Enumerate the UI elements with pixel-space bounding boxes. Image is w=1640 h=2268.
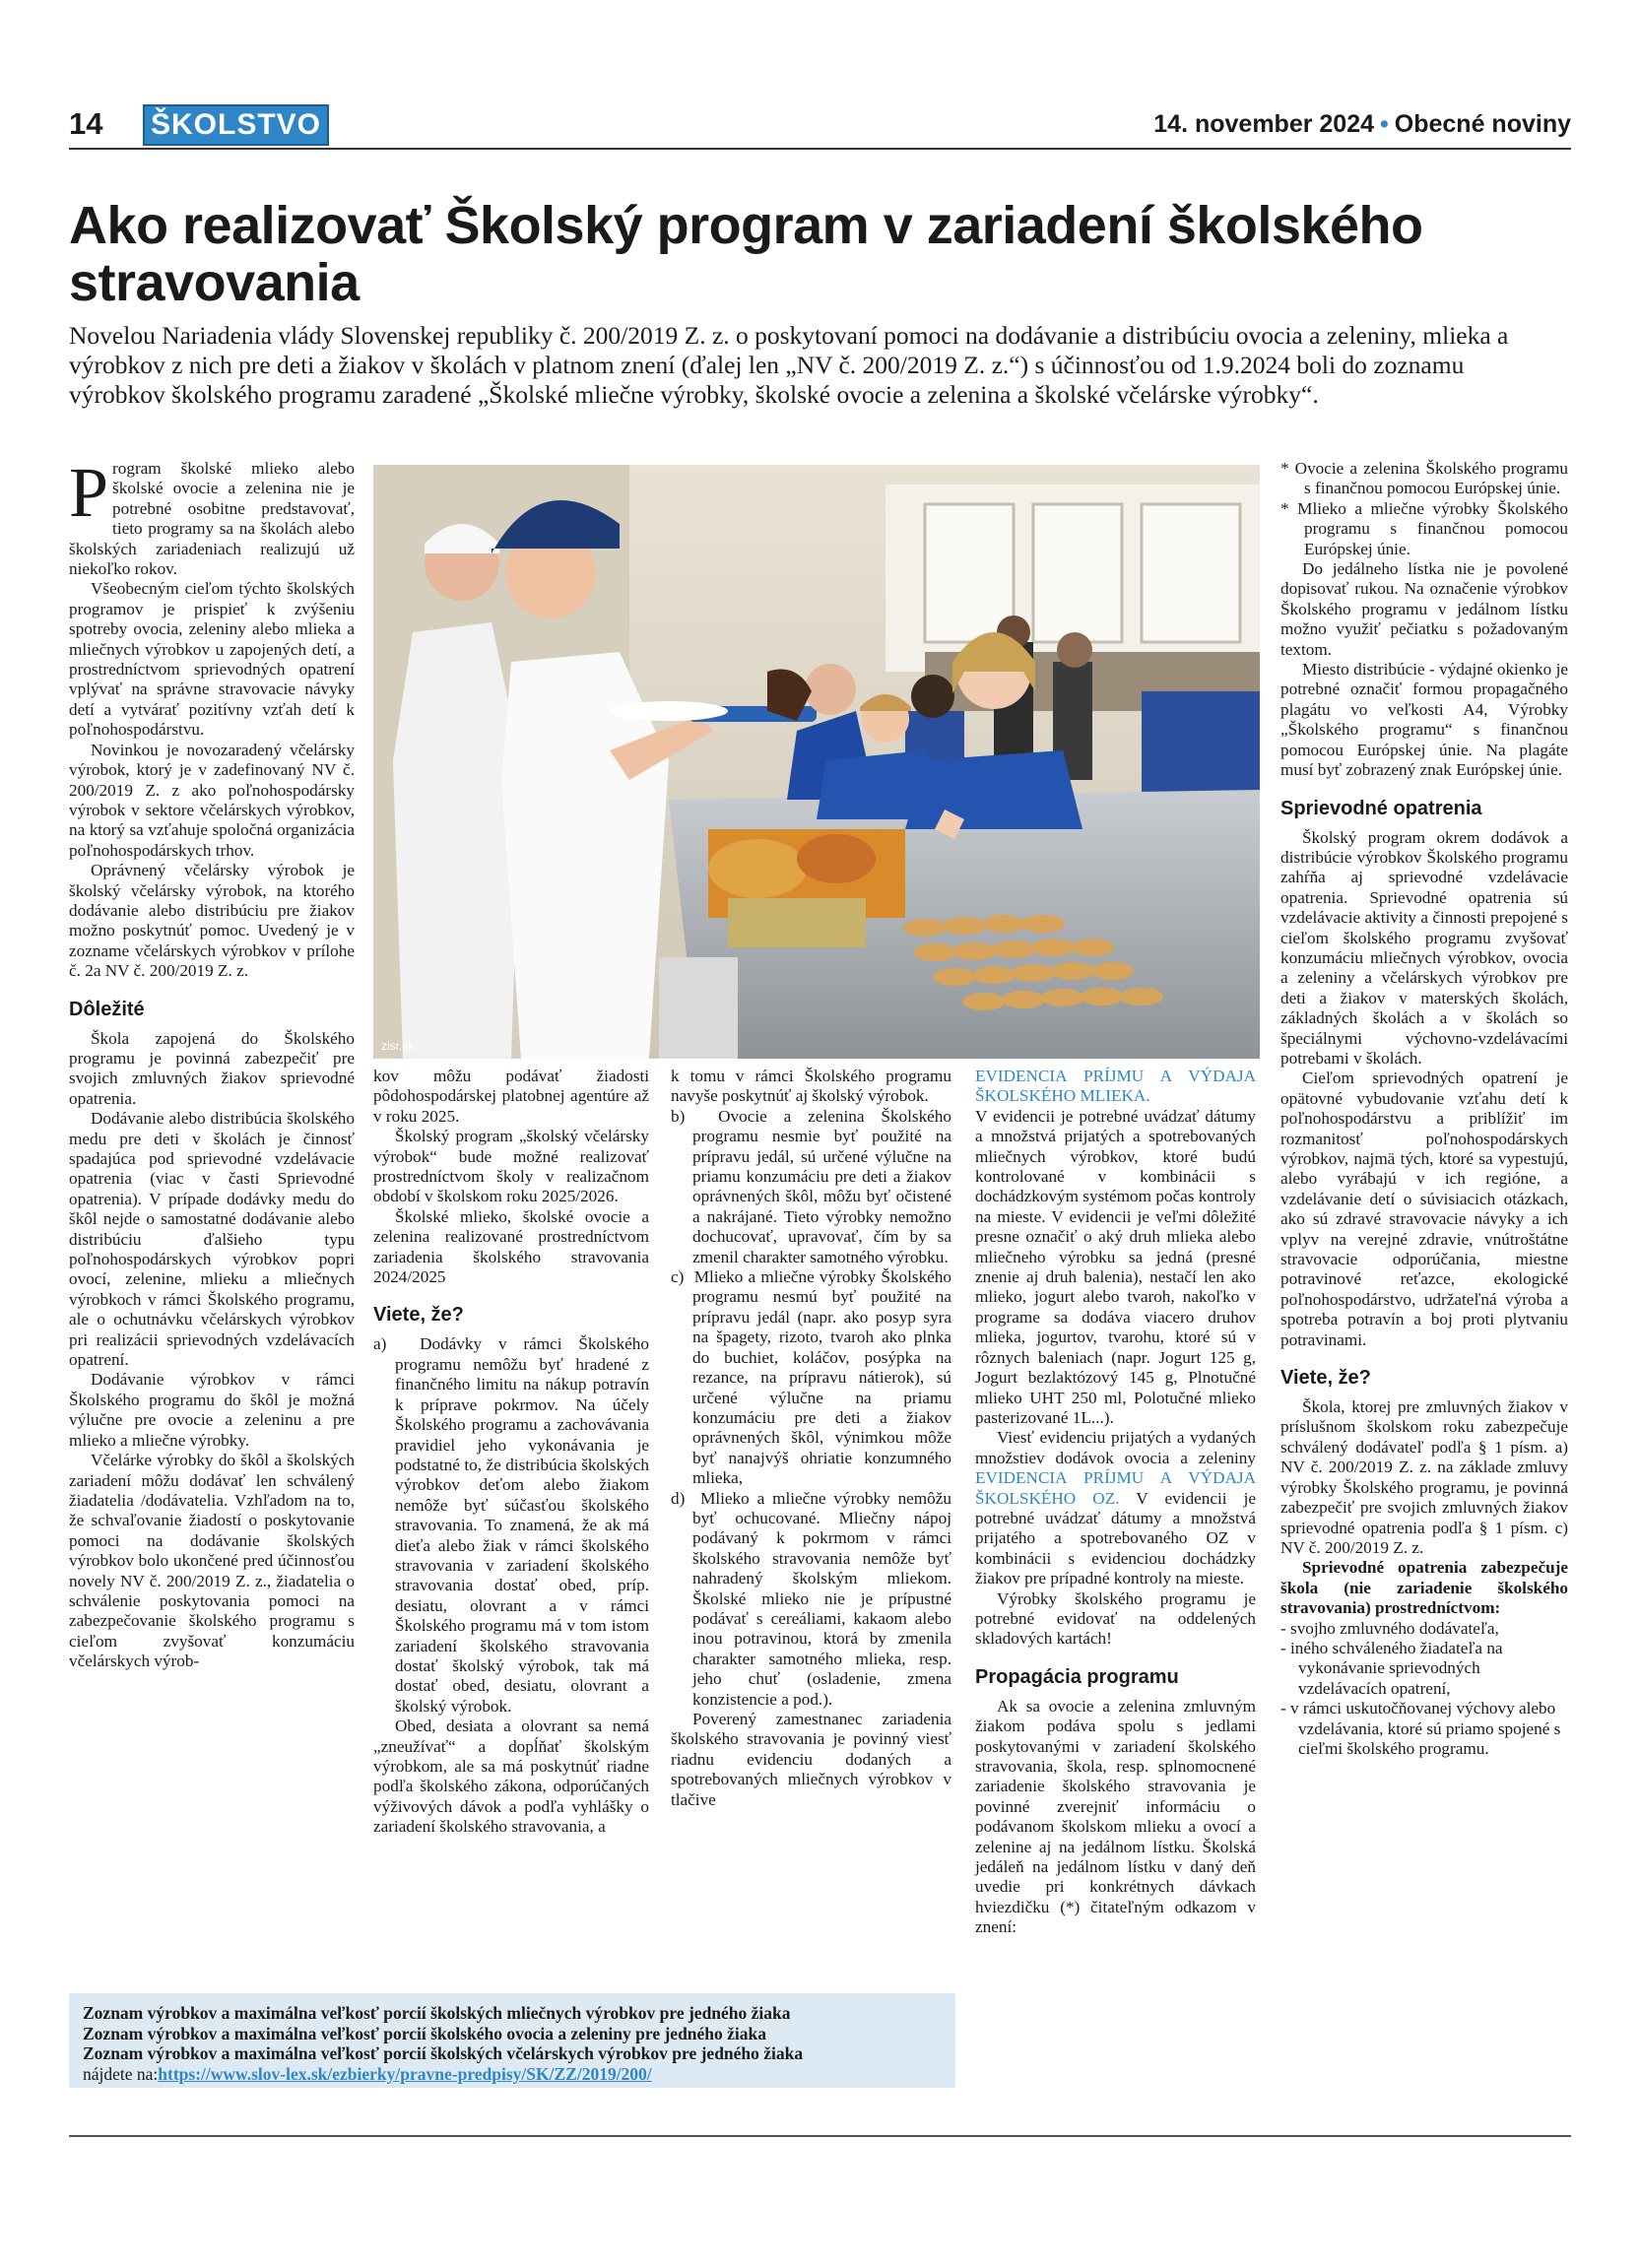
paragraph: V evidencii je potrebné uvádzať dátumy a množstvá prijatých a spotrebovaných mliečnych výrobkov, ktoré budú kontrolované v kombinácii s dochádzkovým systémom počas kontroly na mieste. V evidencii je veľmi dôležité presne označiť o aký druh mlieka alebo mliečneho výrobku sa jedná (presné znenie aj druh balenia), nestačí len ako mlieko, jogurt alebo tvaroh, nakoľko v programe sa dodáva viacero druhov mlieka, jogurtov, tvarohu, ktoré sú v rôznych baleniach (napr. Jogurt 125 g, Jogurt bezlaktózový 145 g, Plnotučné mlieko UHT 250 ml, Polotučné mlieko pasterizované 1L...). [975,1106,1256,1427]
issue-info [1153,104,1571,144]
link-prefix: nájdete na: [83,2063,159,2084]
list-item: - svojho zmluvného dodávateľa, [1280,1618,1499,1638]
subheading-propagacia: Propagácia programu [975,1665,1179,1688]
paragraph: Školský program okrem dodávok a distribúcie výrobkov Školského programu zahŕňa aj sprievodné vzdelávacie opatrenia. Sprievodné opatrenia sú vzdelávacie aktivity a činnosti prepojené s cieľom školského programu zvyšovať konzumáciu mliečnych výrobkov, ovocia a zeleniny a včelárskych výrobkov pre deti a žiakov v materských školách, základných školách a v školách so špeciálnymi výchovno-vzdelávacími potrebami v školách. [1280,827,1568,1068]
list-item-c: c) Mlieko a mliečne výrobky Školského programu nesmú byť použité na prípravu jedál (napr. ako posyp syra na špagety, rizoto, tvaroh ako plnka do buchiet, koláčov, posýpka na rezance, na prípravu nátierok), sú určené výlučne na priamu konzumáciu pre deti a žiakov oprávnených škôl, výnimkou môže byť nanajvýš ohriatie konzumného mlieka, [671,1267,951,1488]
subheading-sprievodne: Sprievodné opatrenia [1280,797,1482,819]
drop-cap: P [69,453,109,532]
subheading-viete-ze: Viete, že? [373,1304,464,1327]
photo-credit: zisr.sk [381,1039,415,1053]
paragraph: Ak sa ovocie a zelenina zmluvným žiakom podáva spolu s jedlami poskytovanými v zariadení školského stravovania, škola, resp. splnomocnené zariadenie školského stravovania je povinné zverejniť informáciu o podávanom školskom mlieku a ovocí a zelenine aj na jedálnom lístku. Školská jedáleň na jedálnom lístku v daný deň uvedie pri konkrétnych dávkach hviezdičku (*) čitateľným odkazom v znení: [975,1696,1256,1937]
paragraph: Škola zapojená do Školského programu je povinná zabezpečiť pre svojich zmluvných žiakov sprievodné opatrenia. [69,1028,355,1108]
header-rule [69,148,1571,150]
paragraph: Do jedálneho lístka nie je povolené dopisovať rukou. Na označenie výrobkov Školského programu v jedálnom lístku možno využiť pečiatku s požadovaným textom. [1280,559,1568,659]
info-box [69,1993,955,2088]
paragraph: Škola, ktorej pre zmluvných žiakov v príslušnom školskom roku zabezpečuje schválený dodávateľ podľa § 1 písm. a) NV č. 200/2019 Z. z. na základe zmluvy výrobky Školského programu, je povinná zabezpečiť pre svojich zmluvných žiakov sprievodné opatrenia podľa § 1 písm. c) NV č. 200/2019 Z. z. [1280,1397,1568,1557]
paragraph: Viesť evidenciu prijatých a vydaných množstiev dodávok ovocia a zeleniny EVIDENCIA PRÍJMU A VÝDAJA ŠKOLSKÉHO OZ. V evidencii je potrebné uvádzať dátumy a množstvá prijatého a spotrebovaného OZ v kombinácii s evidenciou dochádzky žiakov pre prípadné kontroly na mieste. [975,1428,1256,1588]
paragraph: Cieľom sprievodných opatrení je opätovné vybudovanie vzťahu detí k poľnohospodárstvu a priblížiť im rozmanitosť poľnohospodárskych výrobkov, najmä tých, ktoré sa vypestujú, alebo vyrábajú v ich regióne, a vzdelávanie detí o súvisiacich otázkach, ako sú zdravé stravovacie návyky a ich vplyv na verejné zdravie, vnútroštátne stravovacie odporúčania, miestne potravinové reťazce, ekologické poľnohospodárstvo, udržateľná výroba a spotreba potravín a boj proti plytvaniu potravinami. [1280,1069,1568,1349]
info-line: Zoznam výrobkov a maximálna veľkosť porcií školských včelárskych výrobkov pre jedného žiaka [83,2043,804,2063]
subheading-dolezite: Dôležité [69,998,145,1020]
column-5 [1280,459,1568,1759]
school-canteen-photo [373,465,1260,1059]
paragraph: kov môžu podávať žiadosti pôdohospodárskej platobnej agentúre až v roku 2025. [373,1067,649,1126]
paragraph: Program školské mlieko alebo školské ovocie a zelenina nie je potrebné osobitne predstavovať, tieto programy sa na školách alebo školských zariadeniach realizujú už niekoľko rokov. [69,453,355,579]
paragraph: Obed, desiata a olovrant sa nemá „zneužívať“ a dopĺňať školským výrobkom, ale sa má poskytnúť riadne podľa školského zákona, odporúčaných výživových dávok a podľa vyhlášky o zariadení školského stravovania, a [373,1717,649,1837]
paragraph: Poverený zamestnanec zariadenia školského stravovania je povinný viesť riadnu evidenciu dodaných a spotrebovaných mliečnych výrobkov v tlačive [671,1710,951,1809]
star-note-fruit: * Ovocie a zelenina Školského programu s finančnou pomocou Európskej únie. [1280,459,1568,498]
list-item-d: d) Mlieko a mliečne výrobky nemôžu byť ochucované. Mliečny nápoj podávaný k pokrmom v rámci školského stravovania nemôže byť nahradený školským mliekom. Školské mlieko nie je prípustné podávať s cereáliami, kakaom alebo inou potravinou, ktorá by zmenila charakter samotného mlieka, resp. jeho chuť (osladenie, zmena konzistencie a pod.). [671,1488,951,1709]
page-header [69,104,1571,144]
article-photo [373,465,1260,1059]
bottom-rule [69,2135,1571,2137]
paragraph: Včelárke výrobky do škôl a školských zariadení môžu dodávať len schválený žiadatelia /dodávatelia. Vzhľadom na to, že schvaľovanie žiadostí o poskytovanie pomoci na dodávanie školských výrobkov bolo ukončené pred účinnosťou novely NV č. 200/2019 Z. z., žiadatelia o schválenie poskytovania pomoci na zabezpečovanie školského programu s cieľom zvyšovať konzumáciu včelárskych výrob- [69,1451,355,1671]
paragraph: Dodávanie alebo distribúcia školského medu pre deti v školách je činnosť spadajúca pod sprievodné vzdelávacie opatrenia (viac v časti Sprievodné opatrenia). V prípade dodávky medu do škôl nejde o samostatné dodávanie alebo distribúciu ďalšieho typu poľnohospodárskych výrobkov popri ovocí, zelenine, mlieku a mliečnych výrobkoch v rámci Školského programu, ale o ochutnávku včelárskych výrobkov pri realizácii sprievodných vzdelávacích opatrení. [69,1109,355,1370]
info-line: Zoznam výrobkov a maximálna veľkosť porcií školského ovocia a zeleniny pre jedného žiaka [83,2023,767,2043]
article-lead: Novelou Nariadenia vlády Slovenskej republiky č. 200/2019 Z. z. o poskytovaní pomoci na dodávanie a distribúciu ovocia a zeleniny, mlieka a výrobkov z nich pre deti a žiakov v školách v platnom znení (ďalej len „NV č. 200/2019 Z. z.“) s účinnosťou od 1.9.2024 boli do zoznamu výrobkov školského programu zaradené „Školské mliečne výrobky, školské ovocie a zelenina a školské včelárske výrobky“. [69,321,1509,409]
column-3 [671,1067,951,1810]
list-item-a: a) Dodávky v rámci Školského programu nemôžu byť hradené z finančného limitu na nákup potravín k príprave pokrmov. Na účely Školského programu a zachovávania pravidiel jeho vykonávania je podstatné to, že distribúcia školských výrobkov deťom alebo žiakom nemôže byť súčasťou školského stravovania. To znamená, že ak má dieťa alebo žiak v rámci školského stravovania v zariadení školského stravovania dostať obed, príp. desiatu, olovrant a v rámci Školského programu má v tom istom zariadení školského stravovania dostať školský výrobok, tak má dostať obed, desiatu, olovrant a školský výrobok. [373,1334,649,1716]
paragraph: Dodávanie výrobkov v rámci Školského programu do škôl je možná výlučne pre ovocie a zeleninu a pre mlieko a mliečne výrobky. [69,1370,355,1450]
list-item: - iného schváleného žiadateľa na vykonávanie sprievodných vzdelávacích opatrení, [1280,1638,1503,1698]
paragraph: Miesto distribúcie - výdajné okienko je potrebné označiť formou propagačného plagátu vo veľkosti A4, Výrobky „Školského programu“ s finančnou pomocou Európskej únie. Na plagáte musí byť zobrazený znak Európskej únie. [1280,660,1568,780]
paragraph: Výrobky školského programu je potrebné evidovať na oddelených skladových kartách! [975,1588,1256,1649]
paragraph: Školský program „školský včelársky výrobok“ bude možné realizovať prostredníctvom školy v realizačnom období v školskom roku 2025/2026. [373,1127,649,1206]
paragraph: Sprievodné opatrenia zabezpečuje škola (nie zariadenie školského stravovania) prostredníctvom: [1280,1558,1568,1618]
slov-lex-link[interactable]: https://www.slov-lex.sk/ezbierky/pravne-predpisy/SK/ZZ/2019/200/ [158,2063,652,2084]
list-item: - v rámci uskutočňovanej výchovy alebo vzdelávania, ktoré sú priamo spojené s cieľmi školského programu. [1280,1699,1561,1758]
subheading-viete-ze-2: Viete, že? [1280,1367,1371,1390]
star-note-milk: * Mlieko a mliečne výrobky Školského programu s finančnou pomocou Európskej únie. [1280,498,1568,558]
column-4 [975,1067,1256,1938]
column-1 [69,453,355,1672]
column-2 [373,1067,649,1838]
paragraph: Všeobecným cieľom týchto školských programov je prispieť k zvýšeniu spotreby ovocia, zeleniny alebo mlieka a mliečnych výrobkov u zapojených detí, a prostredníctvom sprievodných opatrení vplývať na správne stravovacie návyky detí a vytvárať pozitívny vzťah detí k poľnohospodárstvu. [69,579,355,740]
page-number: 14 [69,106,103,141]
article-title: Ako realizovať Školský program v zariadení školského stravovania [69,196,1423,312]
form-name-oz: EVIDENCIA PRÍJMU A VÝDAJA ŠKOLSKÉHO OZ. [975,1468,1256,1508]
form-name-milk: EVIDENCIA PRÍJMU A VÝDAJA ŠKOLSKÉHO MLIEKA. [975,1067,1256,1106]
publication-name: Obecné noviny [1394,110,1571,138]
paragraph: Novinkou je novozaradený včelársky výrobok, ktorý je v zadefinovaný NV č. 200/2019 Z. z ako poľnohospodársky výrobok v sektore včelárskych výrobkov, na ktorý sa vzťahuje spoločná organizácia poľnohospodárskych trhov. [69,740,355,860]
paragraph: Školské mlieko, školské ovocie a zelenina realizované prostredníctvom zariadenia školského stravovania 2024/2025 [373,1206,649,1287]
separator-dot: • [1380,110,1389,138]
list-item-b: b) Ovocie a zelenina Školského programu nesmie byť použité na prípravu jedál, sú určené výlučne na priamu konzumáciu pre deti a žiakov oprávnených škôl, môžu byť očistené a nakrájané. Tieto výrobky nemožno dochucovať, upravovať, čím by sa zmenil charakter samotného výrobku. [671,1106,951,1266]
info-link-line [83,2064,942,2085]
section-tag: ŠKOLSTVO [143,104,329,146]
info-line: Zoznam výrobkov a maximálna veľkosť porcií školských mliečnych výrobkov pre jedného žiaka [83,2003,791,2023]
paragraph: Oprávnený včelársky výrobok je školský včelársky výrobok, na ktorého dodávanie alebo distribúciu pre žiakov možno poskytnúť pomoc. Uvedený je v zozname včelárskych výrobkov v prílohe č. 2a NV č. 200/2019 Z. z. [69,861,355,981]
paragraph: k tomu v rámci Školského programu navyše poskytnúť aj školský výrobok. [671,1067,951,1106]
issue-date: 14. november 2024 [1153,110,1375,138]
